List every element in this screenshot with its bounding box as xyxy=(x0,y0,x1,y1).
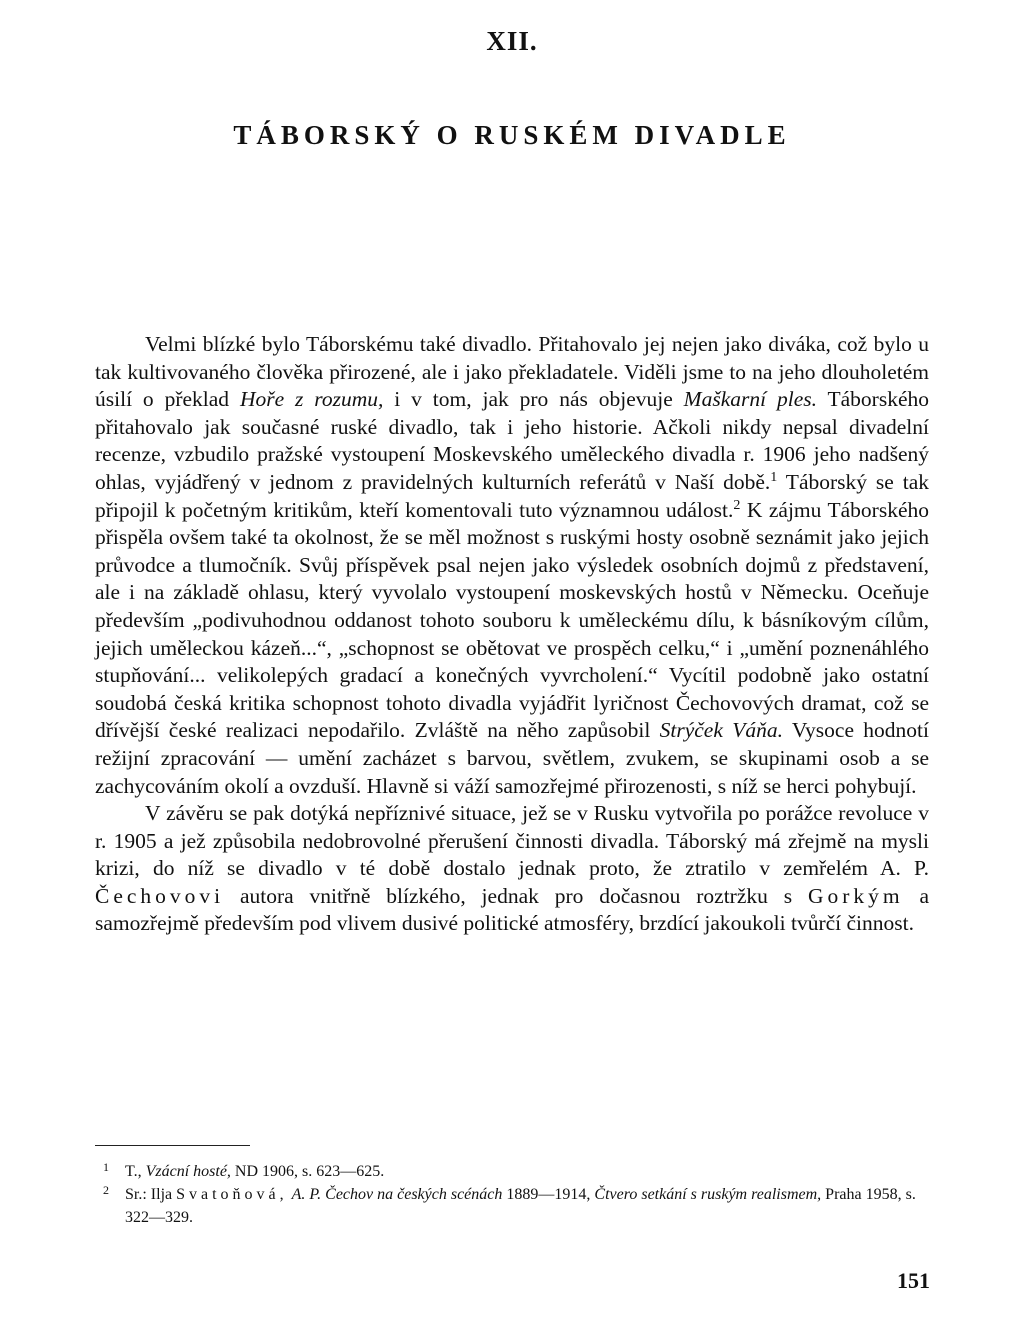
footnote-text: T., xyxy=(125,1163,146,1180)
text-run: Táborský se tak připojil k početným kritikům, kteří komentovali tuto významnou událost. xyxy=(95,469,929,522)
paragraph xyxy=(95,800,929,938)
footnote-mark: 1 xyxy=(103,1160,109,1174)
footnote xyxy=(95,1183,929,1229)
footnote-reference: 2 xyxy=(733,497,741,513)
footnote-reference: 1 xyxy=(770,469,778,485)
title-reference: Maškarní ples. xyxy=(683,387,817,412)
footnote-text: Praha 1958, s. 322—329. xyxy=(125,1186,916,1226)
footnote-title: Čtvero setkání s ruským realismem, xyxy=(594,1186,822,1203)
text-run: Velmi blízké bylo Táborskému také divadlo. Přitahovalo jej nejen jako diváka, což bylo u tak kultivovaného člověka přirozené, ale i jako překladatele. Viděli jsme to na jeho dlouholetém úsilí o překlad xyxy=(95,332,929,412)
spaced-name: Čechovovi xyxy=(95,883,225,908)
title-reference: Strýček Váňa. xyxy=(659,718,783,743)
footnote-rule xyxy=(95,1145,250,1146)
text-run: a samozřejmě především pod vlivem dusivé politické atmosféry, brzdící jakoukoli tvůrčí činnost. xyxy=(95,883,929,936)
footnote-text: 1889—1914, xyxy=(502,1186,595,1203)
text-run: Vysoce hodnotí režijní zpracování — umění zacházet s barvou, světlem, zvukem, se skupinami osob a se zachycováním okolí a ovzduší. Hlavně si váží samozřejmé přirozenosti, s níž se herci pohybují. xyxy=(95,718,929,798)
spaced-name: Gorkým xyxy=(807,883,904,908)
footnote-title: Vzácní hosté, xyxy=(145,1163,231,1180)
chapter-number: XII. xyxy=(486,26,538,56)
text-run: Táborského přitahovalo jak současné ruské divadlo, tak i jeho historie. Ačkoli nikdy nepsal divadelní recenze, vzbudilo pražské vystoupení Moskevského uměleckého divadla r. 1906 jeho nadšený ohlas, vyjádřený v jednom z pravidelných kulturních referátů v Naší době. xyxy=(95,387,929,494)
chapter-title: TÁBORSKÝ O RUSKÉM DIVADLE xyxy=(233,120,791,150)
text-run: V závěru se pak dotýká nepříznivé situace, jež se v Rusku vytvořila po porážce revoluce v r. 1905 a jež způsobila nedobrovolné přerušení činnosti divadla. Táborský má zřejmě na mysli krizi, do níž se divadlo v té době dostalo jednak proto, že ztratilo v zemřelém A. P. xyxy=(95,801,929,881)
paragraph xyxy=(95,331,929,800)
body-text xyxy=(95,331,929,938)
footnotes xyxy=(95,1160,929,1229)
footnote-author: Svatoňová, xyxy=(176,1186,288,1203)
footnote-text: ND 1906, s. 623—625. xyxy=(230,1163,385,1180)
text-run: i v tom, jak pro nás objevuje xyxy=(383,387,684,412)
footnote-mark: 2 xyxy=(103,1183,109,1197)
footnote-text: Sr.: Ilja xyxy=(125,1186,177,1203)
title-reference: Hoře z rozumu, xyxy=(239,387,384,412)
text-run: K zájmu Táborského přispěla ovšem také ta okolnost, že se měl možnost s ruskými hosty osobně seznámit jako jejich průvodce a tlumočník. Svůj příspěvek psal nejen jako výsledek osobních dojmů z představení, ale i na základě ohlasu, který vyvolalo vystoupení moskevských hostů v Německu. Oceňuje především „podivuhodnou oddanost tohoto souboru k uměleckému dílu, k básníkovým cílům, jejich uměleckou kázeň...“, „schopnost se obětovat ve prospěch celku,“ i „umění poznenáhlého stupňování... velikolepých gradací a konečných vyvrcholení.“ Vycítil podobně jako ostatní soudobá česká kritika schopnost tohoto divadla vyjádřit lyričnost Čechovových dramat, což se dřívější české realizaci nepodařilo. Zvláště na něho zapůsobil xyxy=(95,497,929,743)
text-run: autora vnitřně blízkého, jednak pro dočasnou roztržku s xyxy=(224,883,808,908)
page-number: 151 xyxy=(897,1268,930,1293)
footnote-title: A. P. Čechov na českých scénách xyxy=(291,1186,503,1203)
footnote xyxy=(95,1160,929,1183)
